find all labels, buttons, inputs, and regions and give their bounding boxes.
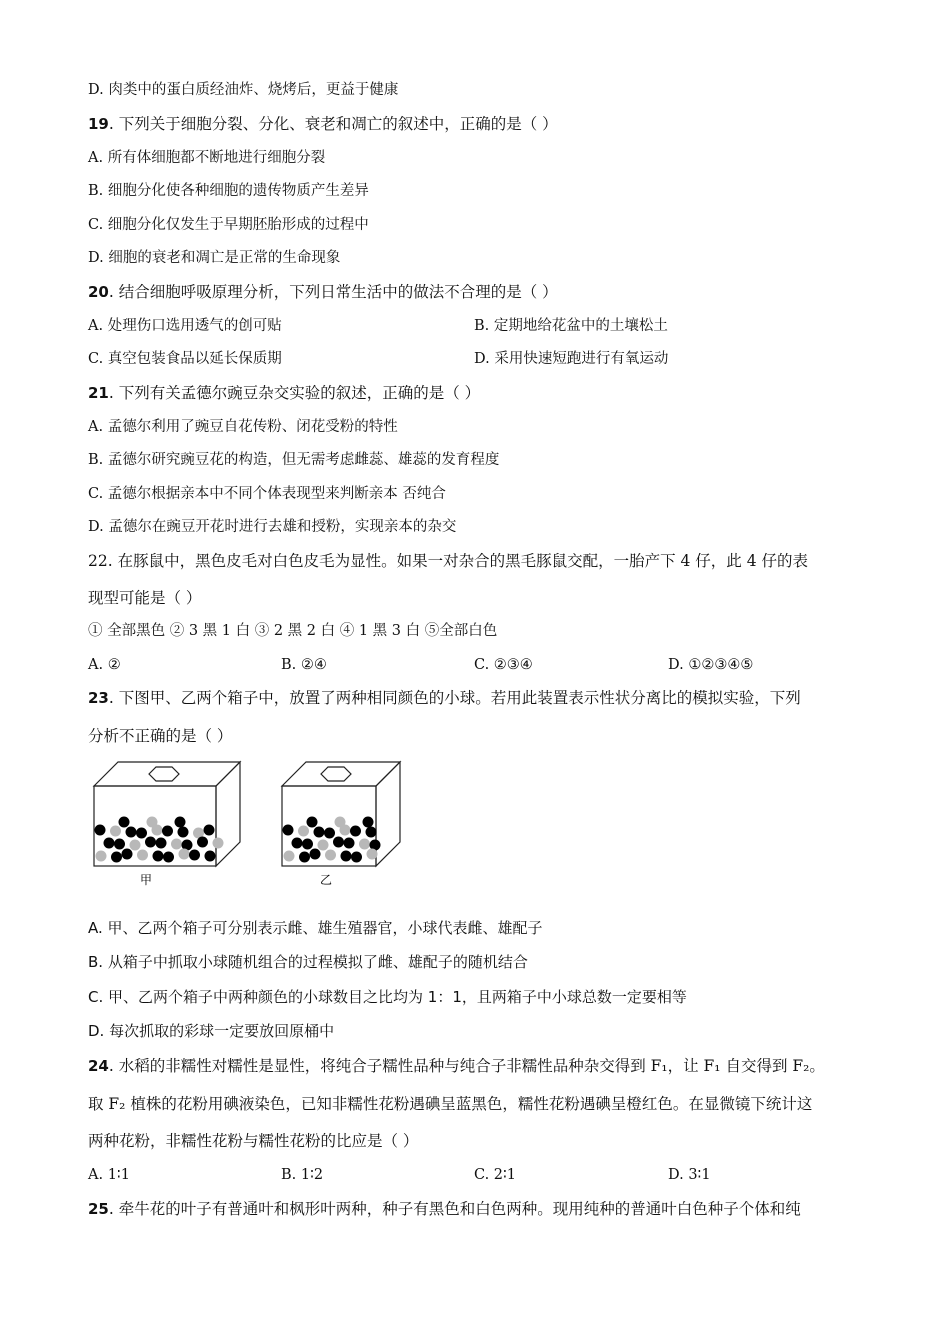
q22-stem-line2: 现型可能是（ ）	[88, 589, 202, 607]
box-yi-black-ball	[344, 838, 355, 849]
q21-option-a: A. 孟德尔利用了豌豆自花传粉、闭花受粉的特性	[88, 419, 398, 435]
box-jia-black-ball	[153, 851, 164, 862]
q18-option-d: D. 肉类中的蛋白质经油炸、烧烤后，更益于健康	[88, 82, 399, 98]
q19-option-c: C. 细胞分化仅发生于早期胚胎形成的过程中	[88, 217, 369, 233]
q23-option-d: D. 每次抓取的彩球一定要放回原桶中	[88, 1022, 335, 1040]
box-jia-black-ball	[175, 817, 186, 828]
q24-option-c: C. 2∶1	[474, 1167, 517, 1183]
box-jia-gray-ball	[96, 851, 107, 862]
box-jia-gray-ball	[137, 850, 148, 861]
q20-text: . 结合细胞呼吸原理分析，下列日常生活中的做法不合理的是（ ）	[108, 283, 558, 301]
box-jia-black-ball	[136, 828, 147, 839]
box-jia-gray-ball	[110, 826, 121, 837]
q24-stem-line3: 两种花粉，非糯性花粉与糯性花粉的比应是（ ）	[88, 1132, 419, 1150]
box-jia-black-ball	[197, 837, 208, 848]
q25-number: 25	[88, 1200, 109, 1218]
box-jia-black-ball	[189, 850, 200, 861]
box-jia-black-ball	[205, 851, 216, 862]
box-yi-black-ball	[299, 852, 310, 863]
q22-option-c: C. ②③④	[474, 657, 533, 673]
q20-number: 20	[88, 283, 109, 301]
box-yi-top	[282, 762, 400, 786]
box-yi-black-ball	[314, 827, 325, 838]
q20-option-c: C. 真空包装食品以延长保质期	[88, 351, 282, 367]
box-yi-black-ball	[283, 825, 294, 836]
q24-option-d: D. 3∶1	[668, 1167, 711, 1183]
box-jia-gray-ball	[213, 838, 224, 849]
box-jia-black-ball	[111, 852, 122, 863]
box-yi-gray-ball	[284, 851, 295, 862]
q25-text: . 牵牛花的叶子有普通叶和枫形叶两种，种子有黑色和白色两种。现用纯种的普通叶白色种子个体和纯	[108, 1200, 801, 1218]
q19-option-a: A. 所有体细胞都不断地进行细胞分裂	[88, 150, 326, 166]
box-yi-black-ball	[307, 817, 318, 828]
box-jia-black-ball	[204, 825, 215, 836]
q22-stem-line1: 22. 在豚鼠中，黑色皮毛对白色皮毛为显性。如果一对杂合的黑毛豚鼠交配，一胎产下 4 仔，此 4 仔的表	[88, 552, 809, 570]
box-jia-black-ball	[104, 838, 115, 849]
q24-option-a: A. 1∶1	[88, 1167, 130, 1183]
q22-option-a: A. ②	[88, 657, 121, 673]
box-jia-black-ball	[122, 849, 133, 860]
box-yi	[282, 762, 400, 866]
q21-option-c: C. 孟德尔根据亲本中不同个体表现型来判断亲本 否纯合	[88, 486, 446, 502]
q22-option-b: B. ②④	[281, 657, 327, 673]
q20-stem	[88, 282, 558, 302]
box-jia-gray-ball	[179, 849, 190, 860]
box-yi-black-ball	[310, 849, 321, 860]
box-jia-side	[216, 762, 240, 866]
box-yi-gray-ball	[359, 839, 370, 850]
box-yi-black-ball	[366, 827, 377, 838]
box-yi-black-ball	[350, 826, 361, 837]
box-yi-gray-ball	[298, 826, 309, 837]
box-yi-balls	[283, 817, 381, 863]
q19-number: 19	[88, 115, 109, 133]
q24-number: 24	[88, 1057, 109, 1075]
q23-stem-line2: 分析不正确的是（ ）	[88, 727, 233, 745]
q23-stem-line1	[88, 688, 801, 708]
q19-option-b: B. 细胞分化使各种细胞的遗传物质产生差异	[88, 183, 369, 199]
q19-text: . 下列关于细胞分裂、分化、衰老和凋亡的叙述中，正确的是（ ）	[108, 115, 558, 133]
box-jia-black-ball	[145, 837, 156, 848]
q21-stem	[88, 383, 480, 403]
q22-choices: ① 全部黑色 ② 3 黑 1 白 ③ 2 黑 2 白 ④ 1 黑 3 白 ⑤全部白色	[88, 623, 498, 639]
q25-stem	[88, 1199, 801, 1219]
box-jia-gray-ball	[130, 840, 141, 851]
box-yi-gray-ball	[367, 849, 378, 860]
box-jia-balls	[95, 817, 224, 863]
box-jia-top	[94, 762, 240, 786]
q24-option-b: B. 1∶2	[281, 1167, 324, 1183]
box-yi-side	[376, 762, 400, 866]
box-yi-gray-ball	[318, 840, 329, 851]
q22-option-d: D. ①②③④⑤	[668, 657, 754, 673]
box-yi-black-ball	[333, 837, 344, 848]
q24-stem-line2: 取 F₂ 植株的花粉用碘液染色，已知非糯性花粉遇碘呈蓝黑色，糯性花粉遇碘呈橙红色。在显微镜下统计这	[88, 1095, 813, 1113]
box-jia-black-ball	[114, 839, 125, 850]
q21-text: . 下列有关孟德尔豌豆杂交实验的叙述，正确的是（ ）	[108, 384, 481, 402]
q23-text: . 下图甲、乙两个箱子中，放置了两种相同颜色的小球。若用此装置表示性状分离比的模拟实验，下列	[108, 689, 801, 707]
q23-option-c: C. 甲、乙两个箱子中两种颜色的小球数目之比均为 1：1，且两箱子中小球总数一定要相等	[88, 988, 687, 1006]
box-yi-black-ball	[292, 838, 303, 849]
q20-option-a: A. 处理伤口选用透气的创可贴	[88, 318, 282, 334]
box-jia-gray-ball	[171, 839, 182, 850]
box-jia	[94, 762, 240, 866]
q21-option-d: D. 孟德尔在豌豆开花时进行去雄和授粉，实现亲本的杂交	[88, 519, 457, 535]
box-jia-black-ball	[119, 817, 130, 828]
box-jia-black-ball	[95, 825, 106, 836]
box-yi-black-ball	[351, 852, 362, 863]
box-yi-black-ball	[324, 828, 335, 839]
box-jia-black-ball	[162, 826, 173, 837]
box-yi-gray-ball	[325, 850, 336, 861]
q24-stem-line1	[88, 1056, 825, 1076]
box-jia-opening-hexagon	[149, 767, 179, 781]
box-yi-black-ball	[302, 839, 313, 850]
box-jia-black-ball	[126, 827, 137, 838]
q20-option-b: B. 定期地给花盆中的土壤松土	[474, 318, 668, 334]
q19-stem	[88, 114, 558, 134]
ball-boxes-figure	[88, 758, 428, 898]
box-jia-gray-ball	[147, 817, 158, 828]
q24-text: . 水稻的非糯性对糯性是显性，将纯合子糯性品种与纯合子非糯性品种杂交得到 F₁，让 F₁ 自交得到 F₂。	[108, 1057, 825, 1075]
q20-option-d: D. 采用快速短跑进行有氧运动	[474, 351, 669, 367]
q21-option-b: B. 孟德尔研究豌豆花的构造，但无需考虑雌蕊、雄蕊的发育程度	[88, 452, 500, 468]
q23-option-b: B. 从箱子中抓取小球随机组合的过程模拟了雌、雄配子的随机结合	[88, 953, 528, 971]
figure-label-yi: 乙	[320, 873, 333, 887]
box-yi-gray-ball	[335, 817, 346, 828]
q23-number: 23	[88, 689, 109, 707]
box-yi-black-ball	[341, 851, 352, 862]
box-jia-black-ball	[163, 852, 174, 863]
box-yi-black-ball	[363, 817, 374, 828]
q23-option-a: A. 甲、乙两个箱子可分别表示雌、雄生殖器官，小球代表雌、雄配子	[88, 919, 543, 937]
box-jia-black-ball	[178, 827, 189, 838]
box-jia-black-ball	[156, 838, 167, 849]
q19-option-d: D. 细胞的衰老和凋亡是正常的生命现象	[88, 250, 341, 266]
figure-label-jia: 甲	[140, 873, 153, 887]
box-yi-opening-hexagon	[321, 767, 351, 781]
q21-number: 21	[88, 384, 109, 402]
